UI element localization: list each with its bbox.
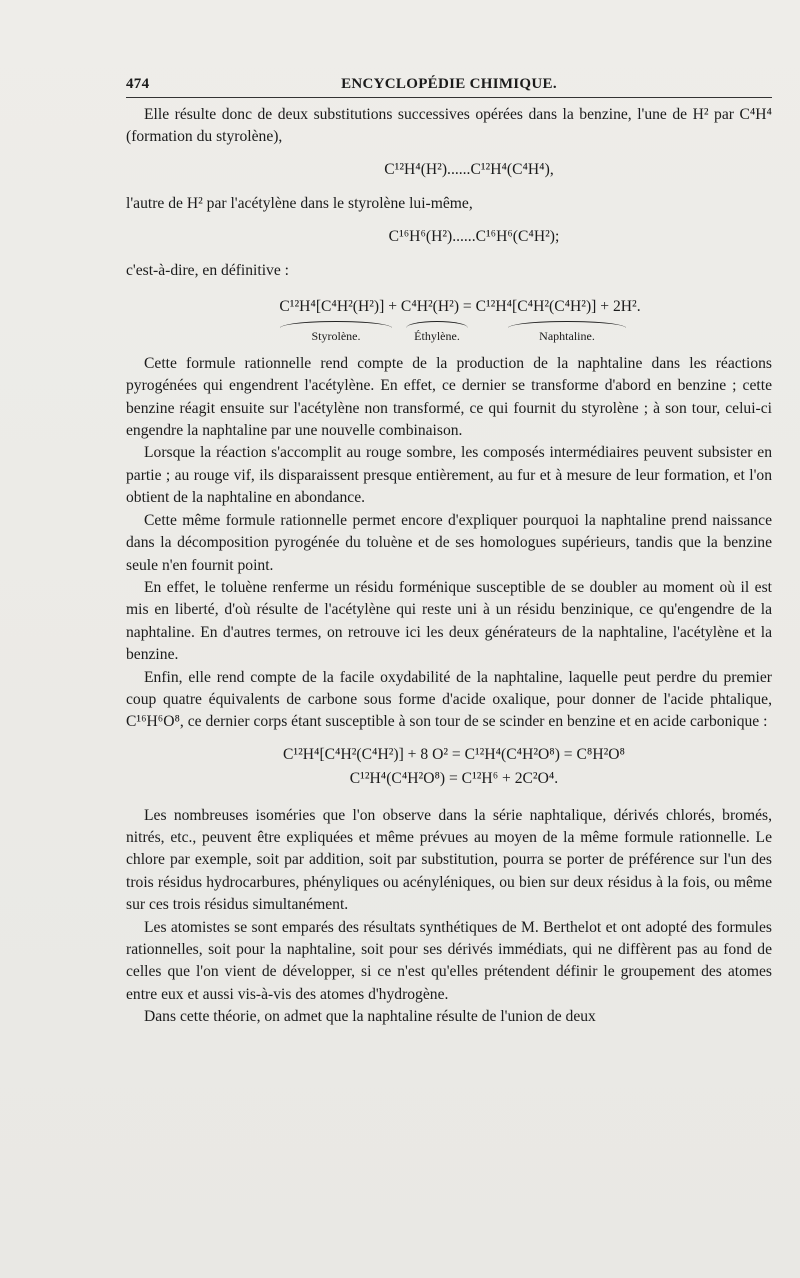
header-rule [126,97,772,98]
brace-group [406,321,468,343]
underbrace [280,321,392,328]
formula-brace-labels [126,321,772,343]
formula: C¹²H⁴(C⁴H²O⁸) = C¹²H⁶ + 2C²O⁴. [349,770,559,788]
formula: C¹²H⁴[C⁴H²(C⁴H²)] + 8 O² = C¹²H⁴(C⁴H²O⁸) = C⁸H²O⁸ [283,745,625,763]
paragraph: Cette même formule rationnelle permet encore d'expliquer pourquoi la naphtaline prend naissance dans la décomposition pyrogénée du toluène et de ses homologues supérieurs, tandis que la benzine seule n'en fournit point. [126,511,772,574]
paragraph: Dans cette théorie, on admet que la naphtaline résulte de l'union de deux [144,1008,596,1026]
paragraph: Lorsque la réaction s'accomplit au rouge sombre, les composés intermédiaires peuvent subsister en partie ; au rouge vif, ils disparaissent presque entièrement, au fur et à mesure de leur formation, et l'on obtient de la naphtaline en abondance. [126,444,772,507]
underbrace [406,321,468,328]
paragraph: Enfin, elle rend compte de la facile oxydabilité de la naphtaline, laquelle peut perdre du premier coup quatre équivalents de carbone sous forme d'acide oxalique, pour donner de l'acide phtalique, C¹⁶H⁶O⁸, ce dernier corps étant susceptible à son tour de se scinder en benzine et en acide carbonique : [126,668,772,731]
paragraph: Les atomistes se sont emparés des résultats synthétiques de M. Berthelot et ont adopté des formules rationnelles, soit pour la naphtaline, soit pour ses dérivés immédiats, qui ne diffèrent pas au fond de celles que l'on vient de développer, si ce n'est qu'elles prétendent définir le groupement des atomes entre eux et aussi vis-à-vis des atomes d'hydrogène. [126,918,772,1003]
formula: C¹⁶H⁶(H²)......C¹⁶H⁶(C⁴H²); [388,227,560,245]
brace-label: Naphtaline. [539,328,595,343]
brace-label: Styrolène. [311,328,361,343]
paragraph: En effet, le toluène renferme un résidu forménique susceptible de se doubler au moment où il est mis en liberté, d'où résulte de l'acétylène qui reste uni à un résidu benzinique, ce qu'engendre de la naphtaline. En d'autres termes, on retrouve ici les deux générateurs de la naphtaline, l'acétylène et la benzine. [126,578,772,664]
paragraph: Cette formule rationnelle rend compte de la production de la naphtaline dans les réactions pyrogénées qui engendrent l'acétylène. En effet, ce dernier se transforme d'abord en benzine ; cette benzine réagit ensuite sur l'acétylène non transformé, ce qui fournit du styrolène ; à son tour, celui-ci engendre la naphtaline par une nouvelle combinaison. [126,354,772,440]
paragraph: c'est-à-dire, en définitive : [126,262,290,280]
page-body [126,104,772,1029]
running-title: ENCYCLOPÉDIE CHIMIQUE. [341,76,557,92]
paragraph: l'autre de H² par l'acétylène dans le styrolène lui-même, [126,195,473,213]
brace-label: Éthylène. [414,328,460,343]
page-number: 474 [126,76,150,92]
brace-group [508,321,626,343]
paragraph: Elle résulte donc de deux substitutions successives opérées dans la benzine, l'une de H² par C⁴H⁴ (formation du styrolène), [126,106,772,146]
brace-group [280,321,392,343]
page-header [126,76,772,100]
formula: C¹²H⁴[C⁴H²(H²)] + C⁴H²(H²) = C¹²H⁴[C⁴H²(C⁴H²)] + 2H². [279,298,641,316]
formula: C¹²H⁴(H²)......C¹²H⁴(C⁴H⁴), [384,160,554,178]
underbrace [508,321,626,328]
paragraph: Les nombreuses isoméries que l'on observe dans la série naphtalique, dérivés chlorés, bromés, nitrés, etc., peuvent être expliquées et même prévues au moyen de la même formule rationnelle. Le chlore par exemple, soit par addition, soit par substitution, pourra se porter de préférence sur l'un des trois résidus hydrocarbures, phényliques ou acényléniques, ou bien sur deux résidus à la fois, ou même sur ces trois résidus simultanément. [126,806,772,914]
